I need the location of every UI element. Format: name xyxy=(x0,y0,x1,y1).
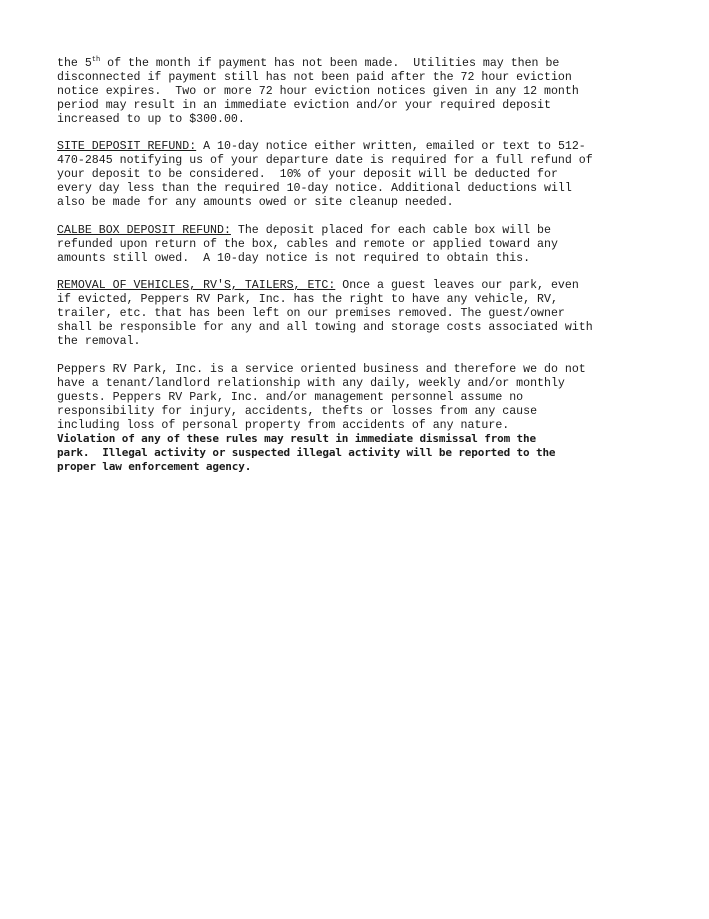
cable-box-line-1-text: The deposit placed for each cable box will be xyxy=(230,223,551,237)
cable-box-line-3: amounts still owed. A 10-day notice is not required to obtain this. xyxy=(57,251,531,265)
eviction-line-2: disconnected if payment still has not been paid after the 72 hour eviction xyxy=(57,70,572,84)
removal-line-4: shall be responsible for any and all towing and storage costs associated with xyxy=(57,321,593,335)
eviction-line-3: notice expires. Two or more 72 hour eviction notices given in any 12 month xyxy=(57,84,579,98)
eviction-line-4: period may result in an immediate eviction and/or your required deposit xyxy=(57,98,551,112)
document-page xyxy=(57,57,657,474)
eviction-line-1 xyxy=(57,57,657,71)
cable-box-line-2: refunded upon return of the box, cables and remote or applied toward any xyxy=(57,237,558,251)
cable-box-deposit-refund-heading: CALBE BOX DEPOSIT REFUND: xyxy=(57,223,231,237)
removal-line-1-text: Once a guest leaves our park, even xyxy=(335,279,579,293)
eviction-line-1-start: the 5 xyxy=(57,57,92,70)
eviction-paragraph xyxy=(57,57,657,127)
site-deposit-line-1 xyxy=(57,140,657,154)
violation-line-2: park. Illegal activity or suspected illegal activity will be reported to the xyxy=(57,446,556,460)
site-deposit-refund-section xyxy=(57,140,657,210)
removal-line-5: the removal. xyxy=(57,335,141,349)
cable-box-line-1 xyxy=(57,224,657,238)
site-deposit-line-5: also be made for any amounts owed or site cleanup needed. xyxy=(57,196,454,210)
service-line-5: including loss of personal property from accidents of any nature. xyxy=(57,418,510,432)
service-line-4: responsibility for injury, accidents, thefts or losses from any cause xyxy=(57,404,538,418)
service-statement-section xyxy=(57,363,657,433)
eviction-line-5: increased to up to $300.00. xyxy=(57,112,245,126)
service-line-2: have a tenant/landlord relationship with any daily, weekly and/or monthly xyxy=(57,376,565,390)
site-deposit-line-1-text: A 10-day notice either written, emailed or text to 512- xyxy=(196,140,586,154)
site-deposit-refund-heading: SITE DEPOSIT REFUND: xyxy=(57,140,197,154)
violation-line-1: Violation of any of these rules may result in immediate dismissal from the xyxy=(57,432,536,446)
service-line-1: Peppers RV Park, Inc. is a service oriented business and therefore we do not xyxy=(57,362,586,376)
eviction-line-1-end: of the month if payment has not been made. Utilities may then be xyxy=(100,57,560,70)
ordinal-suffix: th xyxy=(91,56,101,64)
removal-line-2: if evicted, Peppers RV Park, Inc. has the right to have any vehicle, RV, xyxy=(57,293,558,307)
service-line-3: guests. Peppers RV Park, Inc. and/or management personnel assume no xyxy=(57,390,524,404)
site-deposit-line-2: 470-2845 notifying us of your departure date is required for a full refund of xyxy=(57,154,593,168)
site-deposit-line-4: every day less than the required 10-day notice. Additional deductions will xyxy=(57,182,572,196)
violation-line-3: proper law enforcement agency. xyxy=(57,460,252,474)
removal-line-1 xyxy=(57,279,657,293)
cable-box-deposit-refund-section xyxy=(57,224,657,266)
removal-of-vehicles-heading: REMOVAL OF VEHICLES, RV'S, TAILERS, ETC: xyxy=(57,279,336,293)
violation-warning xyxy=(57,432,657,474)
removal-line-3: trailer, etc. that has been left on our premises removed. The guest/owner xyxy=(57,307,565,321)
removal-of-vehicles-section xyxy=(57,279,657,349)
site-deposit-line-3: your deposit to be considered. 10% of your deposit will be deducted for xyxy=(57,168,558,182)
